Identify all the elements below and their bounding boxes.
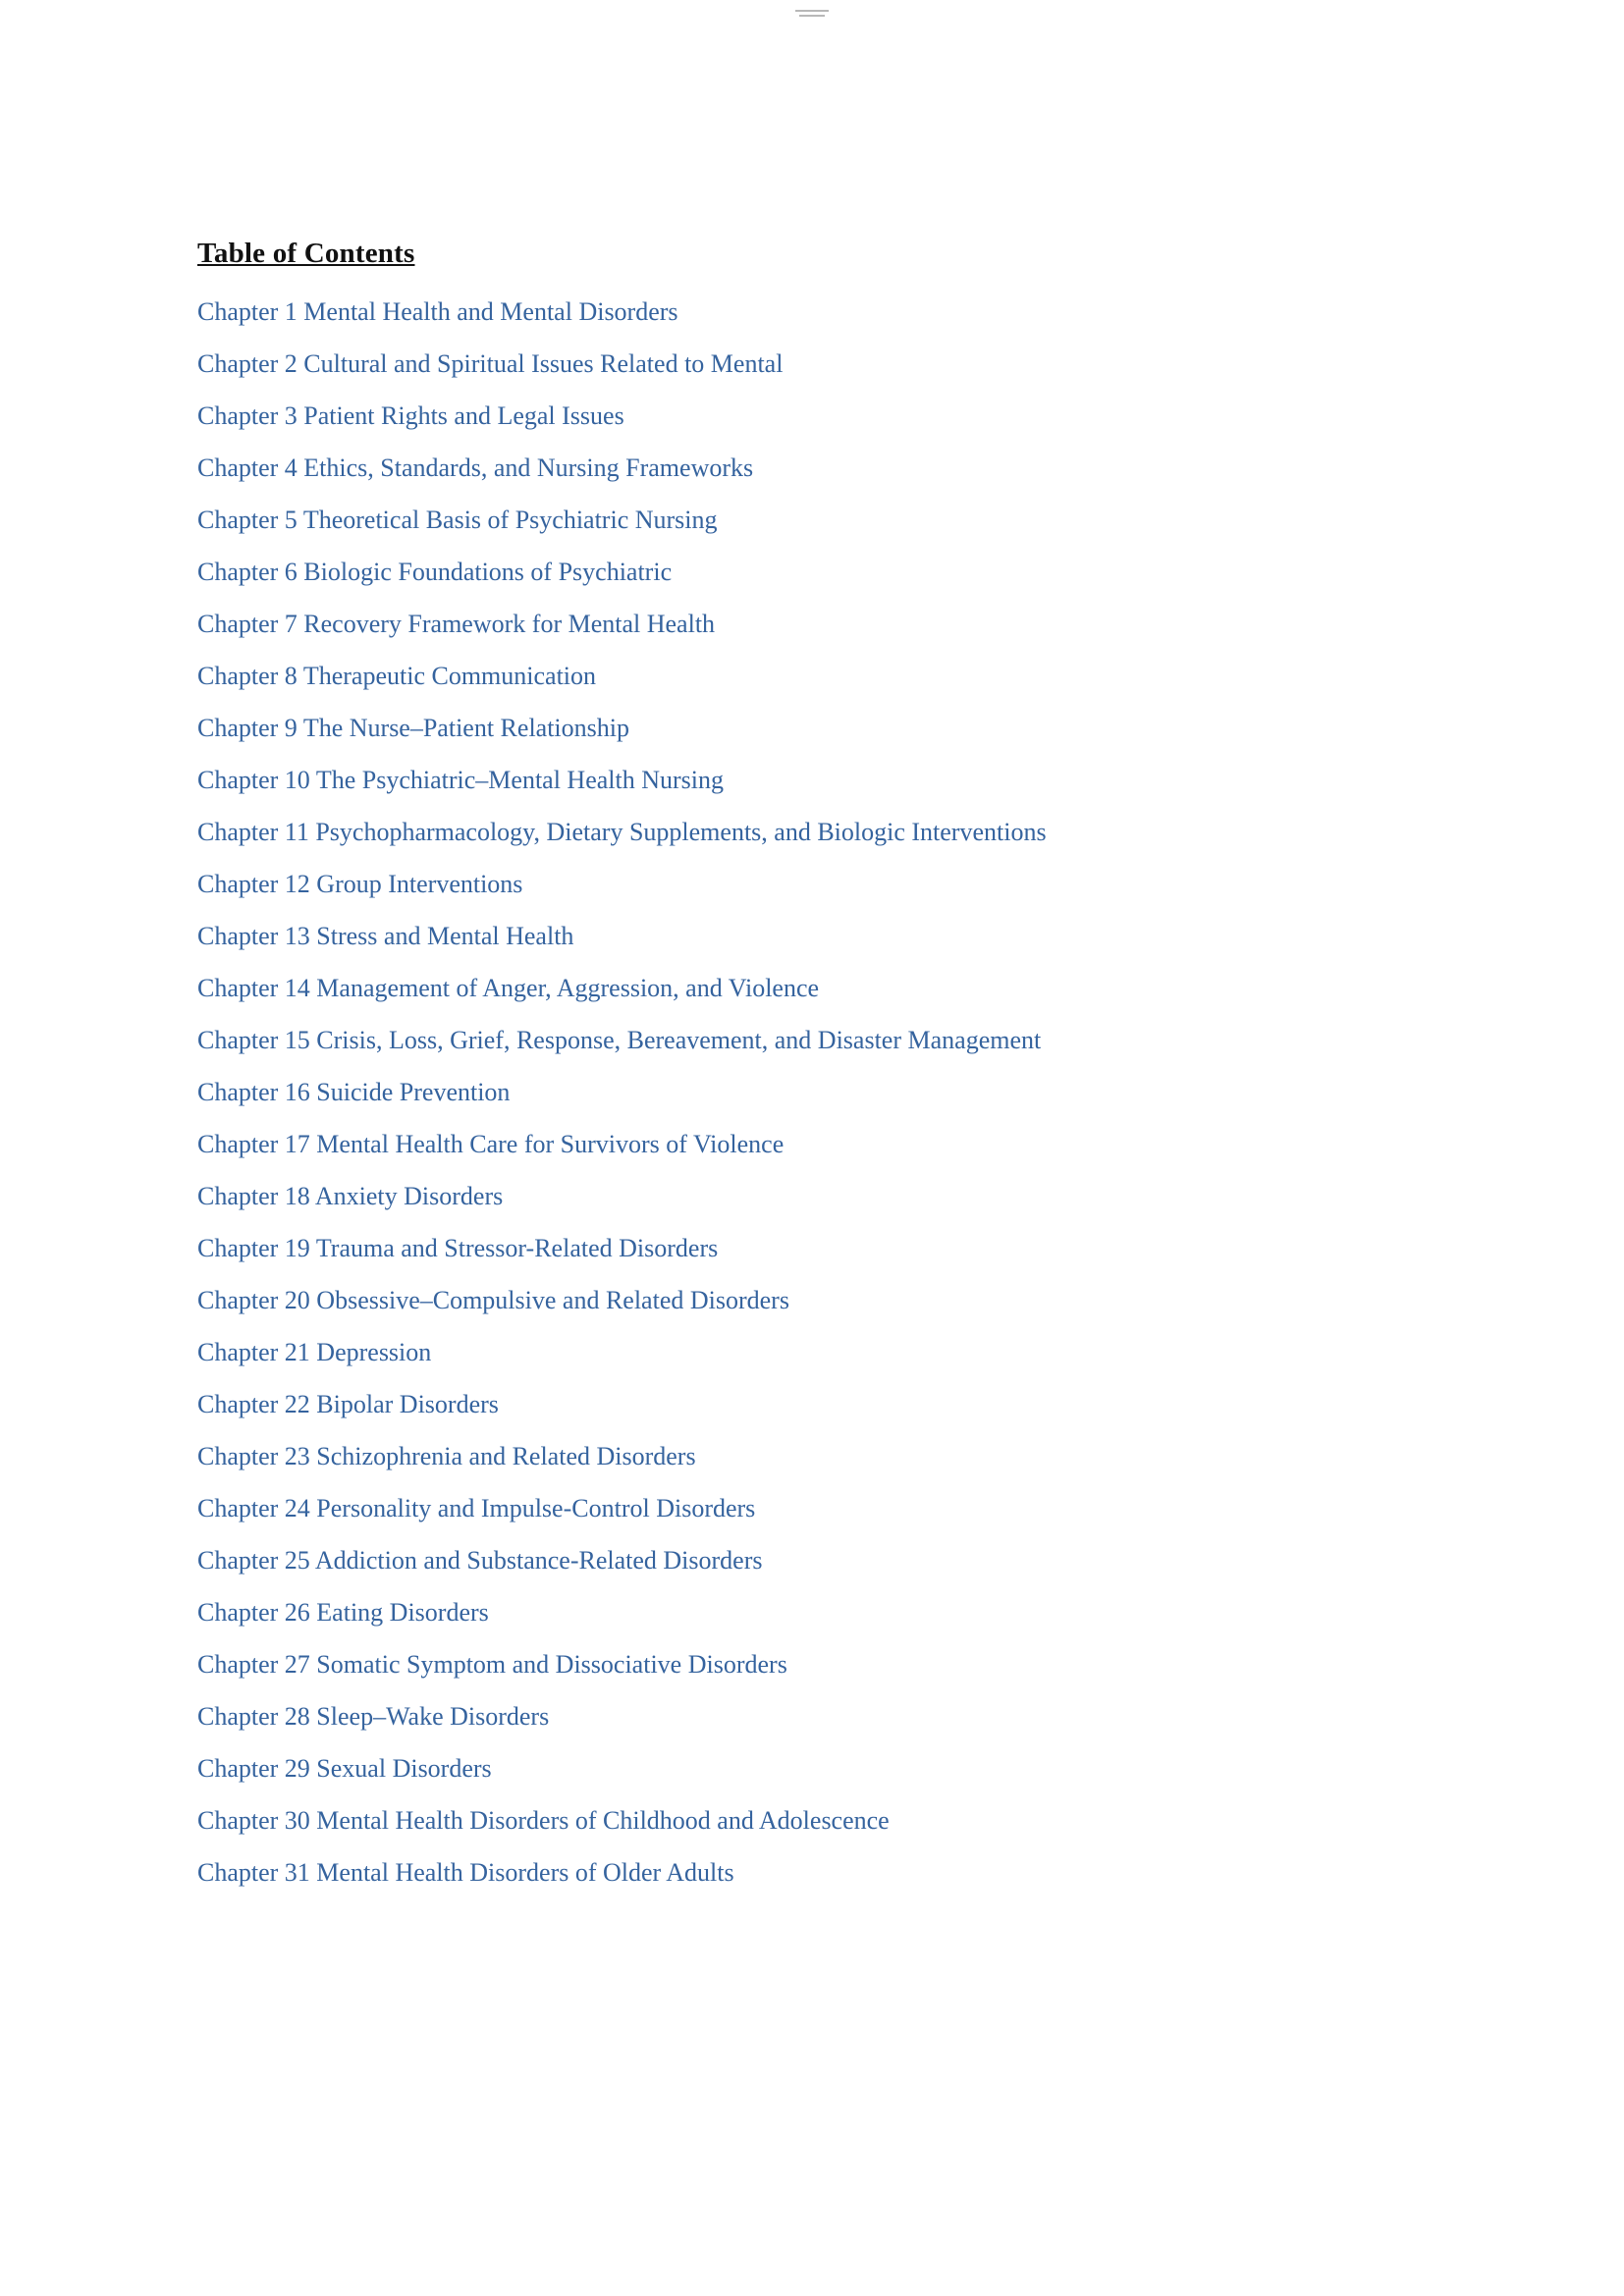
toc-chapter-link[interactable]: Chapter 2 Cultural and Spiritual Issues Related to Mental bbox=[197, 349, 784, 378]
toc-chapter-link[interactable]: Chapter 23 Schizophrenia and Related Disorders bbox=[197, 1442, 696, 1470]
toc-chapter-link[interactable]: Chapter 13 Stress and Mental Health bbox=[197, 922, 574, 950]
toc-chapter-link[interactable]: Chapter 6 Biologic Foundations of Psychiatric bbox=[197, 558, 673, 586]
document-content bbox=[197, 238, 1506, 1898]
toc-chapter-link[interactable]: Chapter 1 Mental Health and Mental Disorders bbox=[197, 297, 678, 326]
toc-chapter-link[interactable]: Chapter 8 Therapeutic Communication bbox=[197, 662, 597, 690]
toc-chapter-link[interactable]: Chapter 11 Psychopharmacology, Dietary Supplements, and Biologic Interventions bbox=[197, 818, 1047, 846]
toc-chapter-link[interactable]: Chapter 31 Mental Health Disorders of Older Adults bbox=[197, 1858, 734, 1887]
toc-chapter-link[interactable]: Chapter 29 Sexual Disorders bbox=[197, 1754, 492, 1783]
toc-chapter-link[interactable]: Chapter 26 Eating Disorders bbox=[197, 1598, 489, 1627]
toc-chapter-link[interactable]: Chapter 10 The Psychiatric–Mental Health Nursing bbox=[197, 766, 725, 794]
toc-chapter-link[interactable]: Chapter 20 Obsessive–Compulsive and Related Disorders bbox=[197, 1286, 789, 1314]
toc-chapter-link[interactable]: Chapter 9 The Nurse–Patient Relationship bbox=[197, 714, 629, 742]
toc-chapter-link[interactable]: Chapter 16 Suicide Prevention bbox=[197, 1078, 511, 1106]
toc-chapter-link[interactable]: Chapter 22 Bipolar Disorders bbox=[197, 1390, 499, 1418]
toc-chapter-link[interactable]: Chapter 28 Sleep–Wake Disorders bbox=[197, 1702, 550, 1731]
toc-chapter-link[interactable]: Chapter 4 Ethics, Standards, and Nursing Frameworks bbox=[197, 454, 754, 482]
toc-chapter-link[interactable]: Chapter 18 Anxiety Disorders bbox=[197, 1182, 504, 1210]
toc-chapter-link[interactable]: Chapter 15 Crisis, Loss, Grief, Response, Bereavement, and Disaster Management bbox=[197, 1026, 1042, 1054]
toc-chapter-link[interactable]: Chapter 19 Trauma and Stressor-Related Disorders bbox=[197, 1234, 719, 1262]
toc-chapter-link[interactable]: Chapter 3 Patient Rights and Legal Issues bbox=[197, 401, 624, 430]
toc-chapter-link[interactable]: Chapter 12 Group Interventions bbox=[197, 870, 523, 898]
page-top-watermark bbox=[795, 10, 829, 17]
toc-chapter-link[interactable]: Chapter 25 Addiction and Substance-Related Disorders bbox=[197, 1546, 763, 1575]
toc-chapter-link[interactable]: Chapter 30 Mental Health Disorders of Childhood and Adolescence bbox=[197, 1806, 890, 1835]
table-of-contents bbox=[197, 286, 1506, 1898]
toc-chapter-link[interactable]: Chapter 7 Recovery Framework for Mental Health bbox=[197, 610, 716, 638]
toc-chapter-link[interactable]: Chapter 14 Management of Anger, Aggression, and Violence bbox=[197, 974, 820, 1002]
watermark-line bbox=[799, 15, 825, 17]
toc-chapter-link[interactable]: Chapter 17 Mental Health Care for Survivors of Violence bbox=[197, 1130, 785, 1158]
toc-chapter-link[interactable]: Chapter 5 Theoretical Basis of Psychiatric Nursing bbox=[197, 506, 718, 534]
watermark-line bbox=[795, 10, 829, 12]
toc-chapter-link[interactable]: Chapter 27 Somatic Symptom and Dissociative Disorders bbox=[197, 1650, 787, 1679]
toc-chapter-link[interactable]: Chapter 21 Depression bbox=[197, 1338, 432, 1366]
page-title: Table of Contents bbox=[197, 238, 415, 269]
toc-chapter-link[interactable]: Chapter 24 Personality and Impulse-Control Disorders bbox=[197, 1494, 756, 1522]
